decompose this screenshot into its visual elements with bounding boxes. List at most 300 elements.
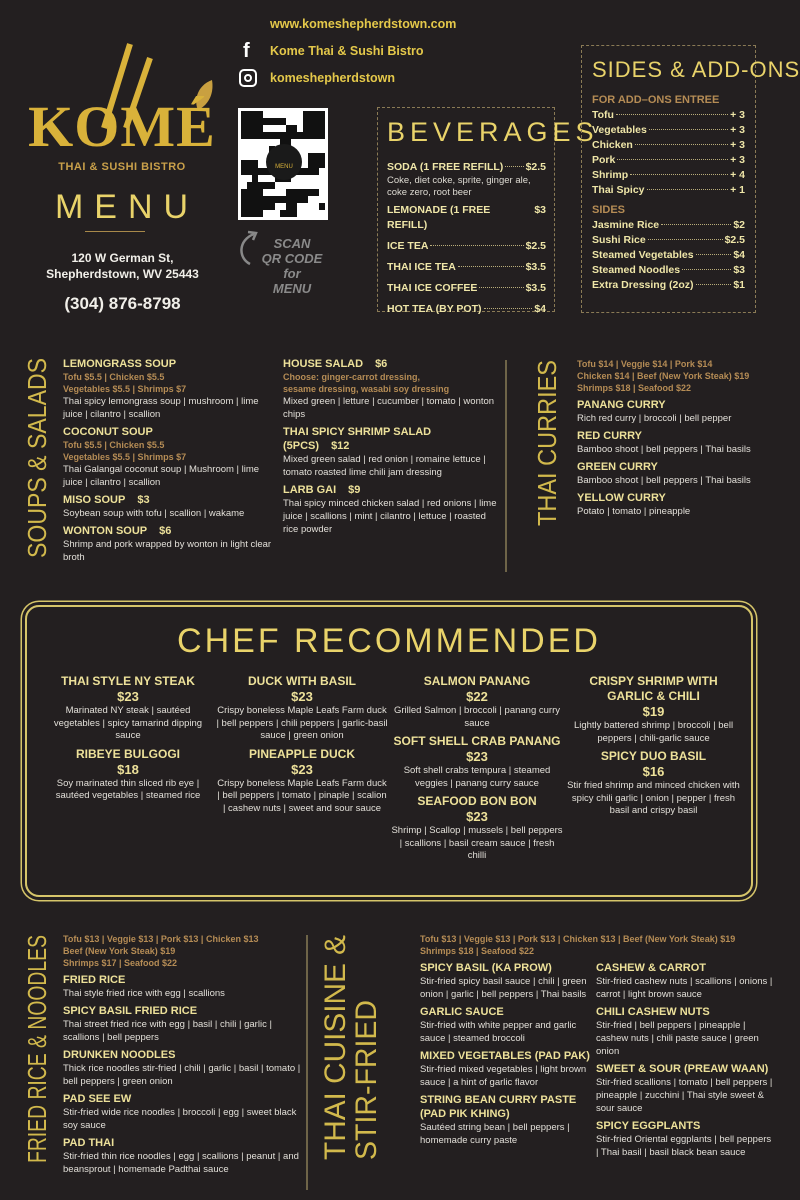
menu-item xyxy=(420,1093,590,1147)
stirfried-section xyxy=(420,933,775,1160)
curries-section xyxy=(577,358,775,519)
item-name: Vegetables xyxy=(592,124,647,136)
item-title: CASHEW & CARROT xyxy=(596,962,706,974)
dot-leader xyxy=(630,174,728,175)
item-options: Tofu $5.5 | Chicken $5.5 xyxy=(63,372,165,382)
instagram-icon xyxy=(239,69,257,87)
curries-title-text: THAI CURRIES xyxy=(532,342,562,526)
fried-list xyxy=(63,973,303,1176)
item-name: Pork xyxy=(592,154,616,166)
item-price: $16 xyxy=(642,764,665,779)
item-title: SPICY BASIL FRIED RICE xyxy=(63,1005,198,1017)
item-name xyxy=(596,1119,775,1133)
item-name xyxy=(42,747,214,762)
item-title: GARLIC SAUCE xyxy=(420,1006,504,1018)
item-name: LEMONADE (1 FREE REFILL) xyxy=(387,204,491,231)
item-price: $3.5 xyxy=(525,261,546,273)
qr-module xyxy=(319,203,325,210)
item-price: $2.5 xyxy=(525,240,546,252)
title-underline xyxy=(85,231,145,232)
item-price: $2.5 xyxy=(724,234,745,246)
item-name xyxy=(216,747,388,762)
qr-logo-badge xyxy=(266,144,302,180)
item-name: Steamed Noodles xyxy=(592,264,681,276)
dot-leader xyxy=(635,144,728,145)
menu-item xyxy=(577,398,775,425)
item-price: $2 xyxy=(733,219,745,231)
item-name: THAI ICE TEA xyxy=(387,261,456,273)
price-row xyxy=(387,203,546,233)
item-description: Stir-fried Oriental eggplants | bell peppers | Thai basil | basil black bean sauce xyxy=(596,1134,772,1158)
price-row xyxy=(592,123,745,138)
item-title: PANANG CURRY xyxy=(577,399,666,411)
item-title: GREEN CURRY xyxy=(577,461,658,473)
item-title: LARB GAI xyxy=(283,484,337,496)
item-description: Thick rice noodles stir-fried | chili | garlic | basil | tomato | bell peppers | green onion xyxy=(63,1063,301,1087)
qr-module xyxy=(319,111,325,118)
item-name xyxy=(283,425,498,453)
price-row xyxy=(592,138,745,153)
item-name xyxy=(63,1136,303,1150)
price-line: Shrimps $17 | Seafood $22 xyxy=(63,958,178,968)
menu-item xyxy=(63,425,273,489)
item-name xyxy=(63,1092,303,1106)
menu-item xyxy=(63,973,303,1000)
qr-module xyxy=(319,196,325,203)
facebook-icon: f xyxy=(243,40,250,62)
curries-list xyxy=(577,398,775,518)
price-row xyxy=(592,218,745,233)
stirfried-right-column xyxy=(596,957,775,1160)
item-name xyxy=(577,398,775,412)
qr-module xyxy=(319,210,325,217)
chef-column xyxy=(566,670,741,821)
logo-tagline: THAI & SUSHI BISTRO xyxy=(58,161,186,173)
item-description: Stir fried shrimp and minced chicken with spicy chili garlic | onion | pepper | fresh basil and crispy basil xyxy=(567,780,740,816)
dot-leader xyxy=(682,269,731,270)
item-name xyxy=(420,961,590,975)
menu-item xyxy=(42,747,214,803)
instagram-link[interactable]: komeshepherdstown xyxy=(270,71,396,85)
item-name xyxy=(577,460,775,474)
stirfried-title xyxy=(318,933,383,1160)
item-name xyxy=(63,524,273,538)
item-description: Soft shell crabs tempura | steamed veggies | panang curry sauce xyxy=(403,765,551,789)
stirfried-prices xyxy=(420,933,775,957)
item-title: MIXED VEGETABLES (PAD PAK) xyxy=(420,1050,590,1062)
qr-module xyxy=(319,189,325,196)
item-description: Shrimp and pork wrapped by wonton in light clear broth xyxy=(63,539,272,563)
item-title: MISO SOUP xyxy=(63,494,126,506)
dot-leader xyxy=(617,159,728,160)
item-name: Steamed Vegetables xyxy=(592,249,694,261)
item-name xyxy=(577,429,775,443)
menu-item xyxy=(596,1119,775,1159)
item-description: Bamboo shoot | bell peppers | Thai basils xyxy=(577,444,751,455)
price-line: Shrimps $18 | Seafood $22 xyxy=(577,383,692,393)
dot-leader xyxy=(696,284,732,285)
dot-leader xyxy=(649,129,728,130)
menu-item xyxy=(216,747,388,816)
item-name xyxy=(390,734,564,749)
item-name xyxy=(63,357,273,371)
item-title: YELLOW CURRY xyxy=(577,492,666,504)
item-price: $3.5 xyxy=(525,282,546,294)
item-title: LEMONGRASS SOUP xyxy=(63,358,177,370)
item-title: SPICY DUO BASIL xyxy=(600,749,707,763)
item-description: Stir-fried mixed vegetables | light brown sauce | a hint of garlic flavor xyxy=(420,1064,587,1088)
item-name xyxy=(566,749,741,764)
item-description: Thai spicy lemongrass soup | mushroom | lime juice | cilantro | scallion xyxy=(63,396,259,420)
qr-module xyxy=(319,153,325,160)
qr-module xyxy=(319,139,325,146)
menu-item xyxy=(283,483,498,536)
menu-item xyxy=(63,1136,303,1176)
price-line: Tofu $13 | Veggie $13 | Pork $13 | Chicken $13 xyxy=(63,934,259,944)
addons-list xyxy=(592,108,745,198)
menu-item xyxy=(566,749,741,818)
item-title: DUCK WITH BASIL xyxy=(248,674,356,688)
item-name xyxy=(566,674,741,704)
menu-item xyxy=(420,1005,590,1045)
fried-title xyxy=(22,856,52,1163)
item-price: + 3 xyxy=(730,154,745,166)
dot-leader xyxy=(696,254,732,255)
item-price: $23 xyxy=(466,749,488,764)
item-name xyxy=(596,961,775,975)
item-price: $23 xyxy=(291,689,313,704)
price-line: Beef (New York Steak) $19 xyxy=(63,946,176,956)
chef-column xyxy=(42,670,214,806)
menu-item xyxy=(577,460,775,487)
item-price: + 4 xyxy=(730,169,745,181)
item-name: Sushi Rice xyxy=(592,234,646,246)
dot-leader xyxy=(648,239,723,240)
item-description: Sautéed string bean | bell peppers | homemade curry paste xyxy=(420,1122,570,1146)
stirfried-left-column xyxy=(420,957,590,1160)
item-price: $3 xyxy=(733,264,745,276)
price-line: Tofu $14 | Veggie $14 | Pork $14 xyxy=(577,359,713,369)
menu-item xyxy=(390,674,564,730)
item-description: Shrimp | Scallop | mussels | bell peppers | scallions | basil cream sauce | fresh chilli xyxy=(391,825,563,861)
chef-column xyxy=(216,670,388,818)
item-title: PAD SEE EW xyxy=(63,1093,132,1105)
item-price: $23 xyxy=(466,809,488,824)
menu-item xyxy=(420,1049,590,1089)
price-row xyxy=(592,278,745,293)
item-description: Soy marinated thin sliced rib eye | sautéed vegetables | steamed rice xyxy=(55,777,201,801)
item-title: THAI STYLE NY STEAK xyxy=(61,674,195,688)
qr-caption-line: SCAN xyxy=(273,236,311,251)
item-options: Tofu $5.5 | Chicken $5.5 xyxy=(63,440,165,450)
item-name xyxy=(420,1049,590,1063)
curries-prices xyxy=(577,358,775,394)
item-options: Vegetables $5.5 | Shrimps $7 xyxy=(63,452,187,462)
item-name xyxy=(283,483,498,497)
item-name xyxy=(390,794,564,809)
item-description: Stir-fried with white pepper and garlic sauce | steamed broccoli xyxy=(420,1020,577,1044)
chef-recommended-title: CHEF RECOMMENDED xyxy=(177,622,601,660)
item-title: RED CURRY xyxy=(577,430,642,442)
dot-leader xyxy=(479,287,523,288)
price-row xyxy=(387,160,546,175)
item-name xyxy=(216,674,388,689)
item-title: THAI SPICY SHRIMP SALAD (5PCS) xyxy=(283,426,432,452)
price-row xyxy=(387,302,546,317)
menu-item xyxy=(63,1092,303,1132)
item-description: Marinated NY steak | sautéed vegetables | spicy tamarind dipping sauce xyxy=(53,705,203,741)
item-name xyxy=(63,425,273,439)
dot-leader xyxy=(616,114,728,115)
item-price: $1 xyxy=(733,279,745,291)
item-title: STRING BEAN CURRY PASTE (PAD PIK KHING) xyxy=(420,1094,577,1120)
price-row xyxy=(592,168,745,183)
item-name xyxy=(596,1005,775,1019)
soups-title-text: SOUPS & SALADS xyxy=(22,332,52,558)
price-row xyxy=(592,153,745,168)
item-price: $23 xyxy=(117,689,139,704)
qr-caption-line: QR CODE for xyxy=(261,251,323,281)
item-name xyxy=(63,1004,303,1018)
item-description: Bamboo shoot | bell peppers | Thai basils xyxy=(577,475,751,486)
item-name xyxy=(577,491,775,505)
item-name xyxy=(596,1062,775,1076)
menu-item xyxy=(596,1062,775,1115)
item-title: PINEAPPLE DUCK xyxy=(248,746,355,761)
menu-item xyxy=(566,674,741,745)
price-line: Chicken $14 | Beef (New York Steak) $19 xyxy=(577,371,750,381)
qr-module xyxy=(319,168,325,175)
item-price: $3 xyxy=(534,204,546,216)
soups-right-column xyxy=(283,353,498,537)
menu-item xyxy=(63,524,273,564)
item-name xyxy=(420,1005,590,1019)
item-title: COCONUT SOUP xyxy=(63,426,153,438)
item-description: Crispy boneless Maple Leafs Farm duck | bell peppers | tomato | pinaple | scalion | cashew nuts | sweet and sour sauce xyxy=(217,777,387,814)
item-title: SALMON PANANG xyxy=(423,674,531,688)
item-title: CRISPY SHRIMP WITH GARLIC & CHILI xyxy=(589,674,718,703)
item-price: $9 xyxy=(348,484,361,496)
item-title: HOUSE SALAD xyxy=(283,358,364,370)
item-title: FRIED RICE xyxy=(63,974,126,986)
item-price: $22 xyxy=(466,689,488,704)
section-divider xyxy=(505,360,507,572)
qr-module xyxy=(319,160,325,167)
item-description: Grilled Salmon | broccoli | panang curry sauce xyxy=(394,705,560,729)
fried-title-text: FRIED RICE & NOODLES xyxy=(22,856,52,1163)
address-line2: Shepherdstown, WV 25443 xyxy=(46,267,199,281)
item-title: SOFT SHELL CRAB PANANG xyxy=(393,734,561,748)
item-name: Shrimp xyxy=(592,169,629,181)
item-name: SODA (1 FREE REFILL) xyxy=(387,161,504,173)
menu-item xyxy=(577,429,775,456)
soups-title xyxy=(22,332,52,558)
stirfried-title-line1: THAI CUISINE & xyxy=(319,933,352,1160)
menu-item xyxy=(63,493,273,520)
qr-module xyxy=(319,182,325,189)
item-options: sesame dressing, wasabi soy dressing xyxy=(283,384,450,394)
sides-box xyxy=(581,45,800,313)
item-name: Chicken xyxy=(592,139,633,151)
item-name xyxy=(42,674,214,689)
price-row xyxy=(592,263,745,278)
item-title: SWEET & SOUR (PREAW WAAN) xyxy=(596,1063,769,1075)
item-name: Extra Dressing (2oz) xyxy=(592,279,694,291)
menu-item xyxy=(283,357,498,421)
dot-leader xyxy=(647,189,729,190)
item-name: Tofu xyxy=(592,109,614,121)
item-price: $4 xyxy=(733,249,745,261)
item-price: + 1 xyxy=(730,184,745,196)
item-options: Choose: ginger-carrot dressing, xyxy=(283,372,421,382)
fried-section xyxy=(63,933,303,1177)
beverages-title: BEVERAGES xyxy=(387,117,599,147)
menu-item xyxy=(63,1004,303,1044)
beverages-box xyxy=(377,107,599,315)
item-name: ICE TEA xyxy=(387,240,429,252)
item-description: Stir-fried spicy basil sauce | chili | green onion | garlic | bell peppers | Thai basils xyxy=(420,976,587,1000)
item-description: Mixed green salad | red onion | romaine lettuce | tomato roasted lime chili jam dressing xyxy=(283,454,486,478)
qr-menu-label: MENU xyxy=(275,164,293,170)
menu-title: MENU xyxy=(54,188,200,226)
item-price: + 3 xyxy=(730,109,745,121)
stirfried-columns xyxy=(420,957,775,1160)
qr-module xyxy=(319,118,325,125)
item-price: $19 xyxy=(642,704,665,719)
item-description: Thai spicy minced chicken salad | red onions | lime juice | scallions | mint | cilantro | lettuce | roasted rice powder xyxy=(283,498,497,535)
dot-leader xyxy=(430,245,523,246)
stirfried-title-line2: STIR-FRIED xyxy=(350,991,383,1160)
qr-module xyxy=(319,146,325,153)
menu-item xyxy=(390,794,564,863)
item-name xyxy=(63,493,273,507)
sides-list xyxy=(592,218,745,293)
menu-item xyxy=(63,1048,303,1088)
item-description: Stir-fried wide rice noodles | broccoli | egg | sweet black soy sauce xyxy=(63,1107,297,1131)
item-title: PAD THAI xyxy=(63,1137,115,1149)
item-title: SEAFOOD BON BON xyxy=(417,794,537,808)
menu-item xyxy=(596,1005,775,1058)
item-description: Rich red curry | broccoli | bell pepper xyxy=(577,413,732,424)
item-price: + 3 xyxy=(730,139,745,151)
menu-item xyxy=(216,674,388,743)
item-price: $18 xyxy=(117,761,139,777)
item-description: Stir-fried thin rice noodles | egg | scallions | peanut | and beansprout | homemade Padthai sauce xyxy=(63,1151,299,1175)
item-description: Lightly battered shrimp | broccoli | bell peppers | chili-garlic sauce xyxy=(573,720,734,744)
item-title: WONTON SOUP xyxy=(63,525,148,537)
price-line: Shrimps $18 | Seafood $22 xyxy=(420,946,535,956)
qr-module xyxy=(319,125,325,132)
item-price: $12 xyxy=(331,440,350,452)
item-description: Thai Galangal coconut soup | Mushroom | lime juice | cilantro | scallion xyxy=(63,464,260,488)
item-description: Thai street fried rice with egg | basil | chili | garlic | scallions | bell peppers xyxy=(63,1019,272,1043)
item-description: Thai style fried rice with egg | scallions xyxy=(63,988,225,999)
item-price: $23 xyxy=(291,761,313,777)
menu-item xyxy=(63,357,273,421)
menu-item xyxy=(420,961,590,1001)
price-row xyxy=(387,239,546,254)
item-description: Crispy boneless Maple Leafs Farm duck | bell peppers | chili peppers | garlic-basil sauce | green onion xyxy=(216,705,388,741)
sides-title: SIDES & ADD-ONS xyxy=(592,57,800,82)
item-description: Mixed green | letture | cucumber | tomato | wonton chips xyxy=(283,396,495,420)
logo-wordmark: KOMÉ xyxy=(28,94,216,159)
dot-leader xyxy=(484,308,533,309)
item-description: Potato | tomato | pineapple xyxy=(577,506,691,517)
menu-item xyxy=(577,491,775,518)
price-row xyxy=(387,281,546,296)
dot-leader xyxy=(505,166,523,167)
item-description: Stir-fried scallions | tomato | bell peppers | pineapple | zucchini | Thai style sweet & sour sauce xyxy=(596,1077,773,1114)
item-title: SPICY EGGPLANTS xyxy=(596,1120,701,1132)
menu-item xyxy=(283,425,498,479)
item-name xyxy=(63,1048,303,1062)
qr-caption-line: MENU xyxy=(272,281,312,296)
curries-title xyxy=(532,342,562,526)
item-name: THAI ICE COFFEE xyxy=(387,282,478,294)
item-price: $6 xyxy=(159,525,172,537)
item-price: $4 xyxy=(534,303,546,315)
section-divider xyxy=(306,935,308,1190)
item-title: DRUNKEN NOODLES xyxy=(63,1049,176,1061)
item-price: + 3 xyxy=(730,124,745,136)
menu-item xyxy=(42,674,214,743)
menu-item xyxy=(390,734,564,790)
price-row xyxy=(592,248,745,263)
fried-prices xyxy=(63,933,303,969)
item-name xyxy=(283,357,498,371)
item-name xyxy=(420,1093,590,1121)
item-title: SPICY BASIL (KA PROW) xyxy=(420,962,552,974)
chef-column xyxy=(390,670,564,866)
dot-leader xyxy=(661,224,731,225)
item-description: Coke, diet coke, sprite, ginger ale, coke zero, root beer xyxy=(387,175,531,198)
item-price: $2.5 xyxy=(525,161,546,173)
item-price: $6 xyxy=(375,358,388,370)
price-row xyxy=(387,260,546,275)
menu-item xyxy=(596,961,775,1001)
item-name: Jasmine Rice xyxy=(592,219,660,231)
item-title: RIBEYE BULGOGI xyxy=(75,746,180,761)
item-options: Vegetables $5.5 | Shrimps $7 xyxy=(63,384,187,394)
beverages-list xyxy=(387,160,546,317)
qr-module xyxy=(319,132,325,139)
item-description: Stir-fried cashew nuts | scallions | onions | carrot | light brown sauce xyxy=(596,976,773,1000)
sides-heading: SIDES xyxy=(592,204,626,216)
phone-number[interactable]: (304) 876-8798 xyxy=(64,294,181,313)
item-title: CHILI CASHEW NUTS xyxy=(596,1006,710,1018)
website-link[interactable]: www.komeshepherdstown.com xyxy=(270,17,457,31)
soups-left-column xyxy=(63,353,273,565)
address-line1: 120 W German St, xyxy=(71,251,174,265)
price-row xyxy=(592,233,745,248)
qr-caption xyxy=(252,236,332,296)
price-row xyxy=(592,108,745,123)
item-description: Soybean soup with tofu | scallion | wakame xyxy=(63,508,245,519)
facebook-link[interactable]: Kome Thai & Sushi Bistro xyxy=(270,44,424,58)
dot-leader xyxy=(458,266,524,267)
item-name xyxy=(63,973,303,987)
price-row xyxy=(592,183,745,198)
item-description: Stir-fried | bell peppers | pineapple | cashew nuts | chili paste sauce | green onion xyxy=(596,1020,759,1057)
addons-heading: FOR ADD–ONS ENTREE xyxy=(592,94,720,106)
item-name xyxy=(390,674,564,689)
item-name: HOT TEA (BY POT) xyxy=(387,303,482,315)
logo xyxy=(22,40,222,180)
qr-module xyxy=(319,175,325,182)
price-line: Tofu $13 | Veggie $13 | Pork $13 | Chicken $13 | Beef (New York Steak) $19 xyxy=(420,934,736,944)
item-price: $3 xyxy=(137,494,150,506)
address xyxy=(30,250,215,282)
